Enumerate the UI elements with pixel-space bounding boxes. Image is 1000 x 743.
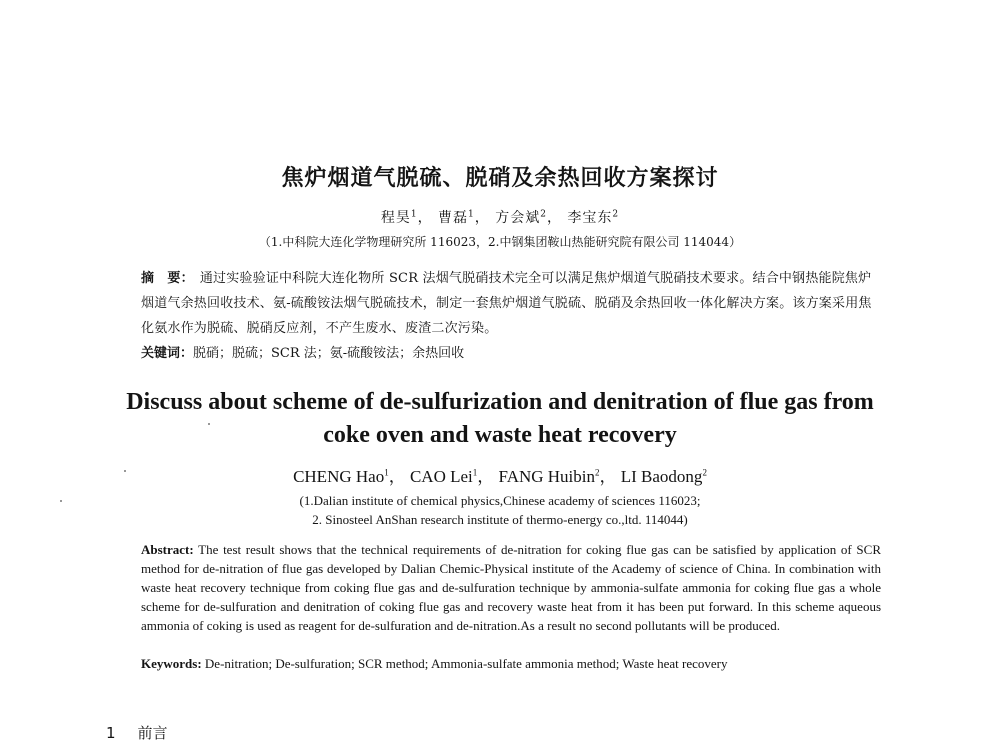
author-affil-mark: 2 — [612, 209, 620, 220]
english-affiliation-line-2: 2. Sinosteel AnShan research institute of thermo-energy co.,ltd. 114044) — [312, 512, 688, 527]
chinese-abstract — [141, 266, 881, 341]
english-affiliation — [0, 491, 1000, 529]
english-title: Discuss about scheme of de-sulfurization and denitration of flue gas from coke oven and waste heat recovery — [126, 389, 874, 448]
author-affil-mark: 2 — [540, 209, 547, 220]
english-keywords-label: Keywords: — [141, 656, 202, 671]
scan-speck — [60, 500, 62, 502]
author-affil-mark: 2 — [702, 467, 707, 478]
author-affil-mark: 1 — [468, 209, 475, 220]
english-abstract-text: The test result shows that the technical requirements of de-nitration for coking flue gas can be satisfied by application of SCR method for de-nitration of flue gas developed by Dalian Chemic-Physical institute of the Academy of science of China. In combination with waste heat recovery technique from coking flue gas and de-sulfuration technique by ammonia-sulfate ammonia for coking flue gas a whole scheme for de-sulfuration and denitration of coking flue gas and recovery waste heat from it has been put forward. In this scheme aqueous ammonia of coking is used as reagent for de-sulfuration and de-nitration.As a result no second pollutants will be produced. — [141, 542, 881, 633]
author-name: 李宝东 — [567, 210, 613, 226]
section-number: 1 — [106, 724, 116, 742]
author-name: LI Baodong — [620, 467, 703, 486]
author-separator: ， — [477, 467, 495, 486]
author-affil-mark: 1 — [384, 467, 389, 478]
english-abstract-label: Abstract: — [141, 542, 194, 557]
chinese-keywords-label: 关键词： — [141, 346, 194, 361]
english-affiliation-line-1: (1.Dalian institute of chemical physics,Chinese academy of sciences 116023; — [299, 493, 701, 508]
section-heading — [106, 722, 168, 743]
section-title: 前言 — [137, 724, 168, 742]
chinese-abstract-label: 摘 要： — [141, 271, 194, 286]
chinese-affiliation: （1.中科院大连化学物理研究所 116023，2.中钢集团鞍山热能研究院有限公司 114044） — [258, 235, 742, 249]
chinese-keywords-text: 脱硝；脱硫；SCR 法；氨-硫酸铵法；余热回收 — [193, 346, 465, 361]
english-keywords — [141, 654, 881, 673]
author-name: 程昊 — [380, 210, 411, 226]
author-name: FANG Huibin — [498, 467, 595, 486]
chinese-abstract-text: 通过实验验证中科院大连化物所 SCR 法烟气脱硝技术完全可以满足焦炉烟道气脱硝技术要求。结合中钢热能院焦炉烟道气余热回收技术、氨-硫酸铵法烟气脱硫技术，制定一套焦炉烟道气脱硫、脱硝及余热回收一体化解决方案。该方案采用焦化氨水作为脱硫、脱硝反应剂，不产生废水、废渣二次污染。 — [141, 271, 872, 336]
author-name: CAO Lei — [409, 467, 473, 486]
author-separator: ， — [417, 210, 433, 226]
english-keywords-text: De-nitration; De-sulfuration; SCR method; Ammonia-sulfate ammonia method; Waste heat recovery — [204, 656, 728, 671]
chinese-title: 焦炉烟道气脱硫、脱硝及余热回收方案探讨 — [281, 166, 719, 191]
author-separator: ， — [474, 210, 490, 226]
english-abstract — [141, 540, 881, 635]
scan-speck — [208, 423, 210, 425]
english-authors — [0, 462, 1000, 487]
author-separator: ， — [546, 210, 562, 226]
author-affil-mark: 1 — [410, 209, 418, 220]
author-name: 曹磊 — [438, 210, 469, 226]
scan-speck — [124, 470, 126, 472]
author-name: CHENG Hao — [293, 467, 385, 486]
author-separator: ， — [599, 467, 617, 486]
author-name: 方会斌 — [495, 210, 541, 226]
chinese-authors — [0, 207, 1000, 227]
chinese-keywords — [141, 341, 881, 366]
author-separator: ， — [388, 467, 406, 486]
author-affil-mark: 2 — [595, 467, 600, 478]
author-affil-mark: 1 — [472, 467, 478, 478]
